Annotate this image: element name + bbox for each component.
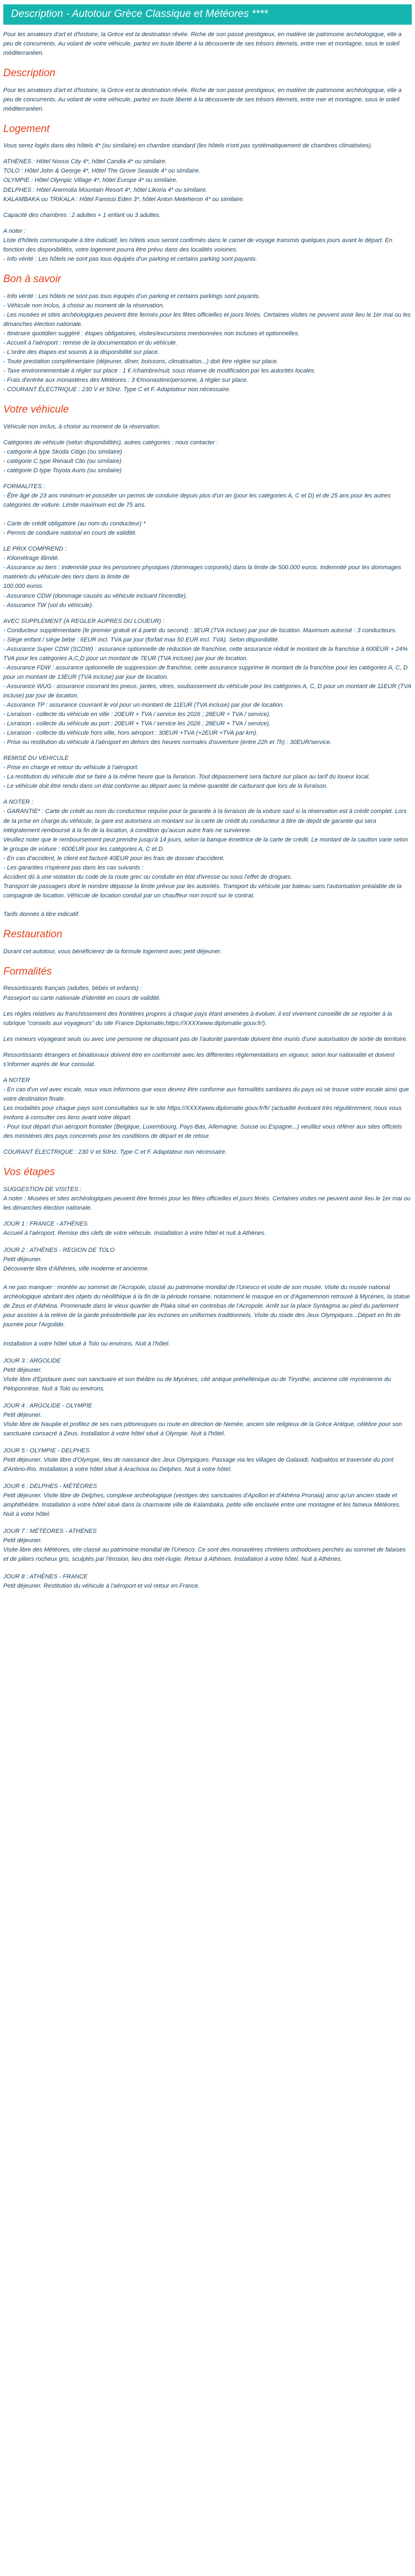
supplement-item: - Assurance WUG : assurance couvrant les pneus, jantes, vitres, soubassement du véhicule pour les catégories A, C, D pour un montant de 11EUR (TVA incluse) par jour de location.	[3, 683, 412, 699]
day-body: Accueil à l'aéroport. Remise des clefs de votre véhicule. Installation à votre hôtel et nuit à Athènes.	[3, 1230, 266, 1237]
anoter-item	[3, 901, 412, 910]
prix-item: - Assurance au tiers : indemnité pour les personnes physiques (dommages corporels) dans la limite de 500.000 euros. Indemnité pour les dommages matériels du véhicule des tiers dans la limite de	[3, 564, 401, 581]
note-item: - Info vérité : Les hôtels ne sont pas tous équipés d'un parking et certains parking sont payants.	[3, 255, 257, 262]
supplement-item: - Livraison - collecte du véhicule hors ville, hors aéroport : 30EUR +TVA (+2EUR +TVA par km).	[3, 730, 258, 737]
supplement-item: - Assurance FDW : assurance optionnelle de suppression de franchise, cette assurance supprime le montant de la franchise pour les catégories A, C, D pour un montant de 13EUR (TVA incluse) par jour de location.	[3, 664, 408, 680]
info-item: - Les musées et sites archéologiques peuvent être fermés pour les fêtes officielles et jours fériés. Certaines visites ne peuvent avoir lieu le 1er mai ou les dimanches élection nationale.	[3, 311, 411, 328]
remise-item: - Le véhicule doit être rendu dans un état conforme au départ avec la même quantité de carburant que lors de la livraison.	[3, 783, 328, 790]
supplement-item: - Livraison - collecte du véhicule au port : 20EUR + TVA / service les 2026 ; 28EUR + TVA / service).	[3, 720, 271, 728]
info-item: - Toute prestation complémentaire (déjeuner, dîner, boissons, climatisation...) doit être réglée sur place.	[3, 358, 279, 365]
info-item: - Itinéraire quotidien suggéré : étapes obligatoires, visites/excursions mentionnées non incluses et optionnelles.	[3, 330, 300, 337]
info-item: - Accueil à l'aéroport : remise de la documentation et du véhicule.	[3, 339, 177, 346]
etapes-intro: SUGGESTION DE VISITES : A noter : Musées et sites archéologiques peuvent être fermés pour les fêtes officielles et jours fériés. Certaines visites ne peuvent avoir lieu le 1er mai ou les dimanches élection nationale.	[3, 1186, 411, 1211]
formalites-paragraph: Ressortissants étrangers et binationaux doivent être en conformité avec les différentes réglementations en vigueur, selon leur nationalité et doivent s'informer auprès de leur consulat.	[3, 1051, 395, 1068]
day-title: JOUR 2 : ATHÈNES - REGION DE TOLO	[3, 1247, 115, 1254]
vehicle-formalites	[3, 482, 412, 538]
anoter-item: intégralement remboursé à la fin de la location, à condition qu'aucun autre frais ne survienne.	[3, 827, 252, 834]
supplement-item: - Assurance Super CDW (SCDW) : assurance optionnelle de réduction de franchise, cette assurance réduit le montant de la franchise à 600EUR + 24% TVA pour les catégories A,C,D pour un montant de 7EUR (TVA incluse) par jour de location.	[3, 645, 408, 662]
formalites-paragraph: Les mineurs voyageant seuls ou avec une personne ne disposant pas de l'autorité parentale doivent être munis d'une autorisation de sortie de territoire.	[3, 1035, 408, 1043]
vehicle-a-noter	[3, 798, 412, 919]
day-body: Petit déjeuner. Visite libre d'Epidaure avec son sanctuaire et son théâtre ou de Mycènes, cité antique préhellénique ou de Tirynthe, ancienne cité mycénienne du Péloponnèse. Nuit à Tolo ou environs.	[3, 1366, 391, 1392]
info-item: - Info vérité : Les hôtels ne sont pas tous équipés d'un parking et certains parkings sont payants.	[3, 293, 261, 300]
day-body: Petit déjeuner. Visite libre de Nauplie et profitez de ses rues pittoresques ou route en direction de Nemée, ancien site religieux de la Grèce Antique, célèbre pour son sanctuaire consacré à Zeus. Installation à votre hôtel situé à Olympie. Nuit à l'hôtel.	[3, 1411, 402, 1437]
categories-title: Catégories de véhicule (selon disponibilités), autres catégories : nous contacter :	[3, 439, 218, 446]
supplement-item: - Conducteur supplémentaire (le premier gratuit et à partir du second) : 3EUR (TVA incluse) par jour de location. Maximum autorisé : 3 conducteurs.	[3, 627, 397, 634]
formalites-paragraph: A NOTER - En cas d'un vol avec escale, nous vous informons que vous devrez être conforme aux formalités sanitaires du pays où se trouve votre escale ainsi que votre destination finale. Les modalités pour chaque pays sont consultables sur le site https://XXXXwww.diplomatie.gouv.fr/fr/ (actualité évoluant très régulièrement, nous vous invitons à consulter ces liens avant votre départ. - Pour tout départ d'un aéroport frontalier (Belgique, Luxembourg, Pays-Bas, Allemagne, Suisse ou Espagne...) veuillez vous référer aux sites officiels des ministères des pays concernés pour les conditions de départ et de retour.	[3, 1077, 409, 1140]
category-item: - catégorie D type Toyota Auris (ou similaire)	[3, 467, 122, 474]
day-body: Petit déjeuner. Visite libre de Delphes, complexe archéologique (vestiges des sanctuaires d'Apollon et d'Athéna Pronaia) ainsi qu'un ancien stade et amphithéâtre. Installation à votre hôtel situé dans la charmante ville de Kalambaka, petite ville enclavée entre une montagne et les fameux Météores. Nuit à votre hôtel.	[3, 1492, 401, 1518]
vehicle-prix-comprend	[3, 545, 412, 610]
bon-a-savoir-list	[3, 292, 412, 395]
section-title-restauration: Restauration	[3, 929, 62, 941]
day-title: JOUR 4 : ARGOLIDE - OLYMPIE	[3, 1402, 93, 1409]
remise-item: - La restitution du véhicule doit se faire à la même heure que la livraison. Tout dépassement sera facturé sur place au tarif du loueur local.	[3, 774, 370, 781]
itinerary-day	[3, 1220, 412, 1238]
anoter-item: - GARANTIE* : Carte de crédit au nom du conducteur requise pour la garantie à la livraison de la voiture sauf si la réservation est à crédit complet. Lors de la prise en charge du véhicule, la gare est autorisera un montant sur la carte de crédit du conducteur à titre de dépôt de garantie qui sera	[3, 808, 407, 825]
itinerary-day	[3, 1446, 412, 1474]
logement-notes	[3, 227, 412, 264]
anoter-item: Transport de passagers dont le nombre dépasse la limite prévue par les autorités. Transport du véhicule par bateau sans l'autorisation préalable de la compagnie de location. Véhicule de location conduit par un chauffeur non inscrit sur le contrat.	[3, 883, 402, 899]
formalite-item: - Carte de crédit obligatoire (au nom du conducteur) *	[3, 520, 146, 528]
supplement-item: - Prise ou restitution du véhicule à l'aéroport en dehors des heures normales d'ouverture (entre 22h et 7h) : 30EUR/service.	[3, 739, 332, 746]
anoter-item: Accident dû à une violation du code de la route grec ou conduite en état d'ivresse ou sous l'effet de drogues.	[3, 873, 292, 880]
remise-title: REMISE DU VEHICULE	[3, 755, 69, 762]
description-text: Pour les amateurs d'art et d'histoire, la Grèce est la destination rêvée. Riche de son passé prestigieux, en matière de patrimoine archéologique, elle a peu de concurrents. Au volant de votre véhicule, partez en toute liberté à la découverte de ses trésors éternels, entre mer et montagne, sous le soleil méditerranéen.	[3, 87, 402, 112]
day-title: JOUR 7 : MÉTÉORES - ATHÈNES	[3, 1528, 97, 1535]
hotel-item: TOLO : Hôtel John & George 4*, Hôtel The Grove Seaside 4* ou similaire.	[3, 168, 200, 175]
vehicle-supplement	[3, 617, 412, 748]
info-item: - COURANT ÉLECTRIQUE : 230 V et 50Hz. Type C et F. Adaptateur non nécessaire.	[3, 386, 230, 393]
vehicle-categories	[3, 438, 412, 476]
section-title-vehicule: Votre véhicule	[3, 404, 69, 416]
day-title: JOUR 3 : ARGOLIDE	[3, 1357, 61, 1364]
prix-item: - Assurance CDW (dommage causés au véhicule incluant l'incendie).	[3, 592, 188, 599]
category-item: - catégorie C type Renault Clio (ou similaire)	[3, 457, 122, 465]
day-title: JOUR 5 : OLYMPIE - DELPHES	[3, 1447, 90, 1454]
note-title: A noter :	[3, 227, 26, 234]
hotel-item: OLYMPIE : Hôtel Olympic Village 4*, hôtel Europe 4* ou similaire.	[3, 177, 178, 184]
logement-intro: Vous serez logés dans des hôtels 4* (ou similaire) en chambre standard (les hôtels n'ont pas systématiquement de chambres climatisées).	[3, 142, 373, 150]
section-title-bon-a-savoir: Bon à savoir	[3, 273, 61, 285]
info-item: - Véhicule non inclus, à choisir au moment de la réservation.	[3, 302, 165, 309]
formalite-item: - Être âgé de 23 ans minimum et posséder un permis de conduire depuis plus d'un an (pour les catégories A, C et D) et de 25 ans pour les autres catégories de voiture. Limite maximum est de 75 ans.	[3, 493, 391, 509]
day-body: Petit déjeuner. Découverte libre d'Athènes, ville moderne et ancienne. A ne pas manquer : montée au sommet de l'Acropole, classé au patrimoine mondial de l'Unesco et visite de son musée. Visite du musée national archéologique abritant des objets du néolithique à la fin de la période romaine, notamment le masque en or d'Agamemnon retrouvé à Mycènes, la statue de Zeus et d'Athéna. Promenade dans le vieux quartier de Plaka situé en contrebas de l'Acropole. Arrêt sur la place Syntagma au pied du parlement pour assister à la relève de la garde présidentielle par les evzones en uniformes traditionnels. Visite du stade des Jeux Olympiques...Départ en fin de journée pour l'Argolide. Installation à votre hôtel situé à Tolo ou environs. Nuit à l'hôtel.	[3, 1256, 410, 1347]
itinerary-day	[3, 1572, 412, 1591]
hotel-item: ATHÈNES : Hôtel Novus City 4*, hôtel Candia 4* ou similaire.	[3, 158, 167, 165]
day-title: JOUR 6 : DELPHES - MÉTÉORES	[3, 1483, 97, 1490]
section-title-etapes: Vos étapes	[3, 1166, 55, 1178]
formalites-paragraph: COURANT ÉLECTRIQUE : 230 V et 50Hz. Type C et F. Adaptateur non nécessaire.	[3, 1149, 227, 1156]
day-title: JOUR 8 : ATHÈNES - FRANCE	[3, 1573, 88, 1580]
prix-item: 100.000 euros.	[3, 583, 44, 590]
category-item: - catégorie A type Skoda Citigo (ou similaire)	[3, 448, 122, 455]
day-body: Petit déjeuner. Visite libre des Météores, site classé au patrimoine mondial de l'Unesco. Ce sont des monastères chrétiens orthodoxes perchés au sommet de falaises et de piliers rocheux gris, sculptés par l'érosion, lieu des mèt-rlugie. Retour à Athènes. Installation à votre hôtel. Nuit à Athènes.	[3, 1537, 406, 1563]
vehicule-intro: Véhicule non inclus, à choisir au moment de la réservation.	[3, 423, 161, 430]
intro-text: Pour les amateurs d'art et d'histoire, la Grèce est la destination rêvée. Riche de son passé prestigieux, en matière de patrimoine archéologique, elle a peu de concurrents. Au volant de votre véhicule, partez en toute liberté à la découverte de ses trésors éternels, entre mer et montagne, sous le soleil méditerranéen.	[3, 31, 402, 56]
supplement-item: - Livraison - collecte du véhicule en ville : 20EUR + TVA / service les 2026 ; 28EUR + TVA / service).	[3, 711, 271, 718]
anoter-item: - Les garanties n'opèrent pas dans les cas suivants :	[3, 864, 143, 871]
section-title-formalites: Formalités	[3, 965, 52, 977]
info-item: - Taxe environnementale à régler sur place : 1 € /chambre/nuit, sous réserve de modification par les autorités locales.	[3, 367, 316, 374]
supplement-title: AVEC SUPPLEMENT (A REGLER AUPRES DU LOUEUR) :	[3, 617, 165, 625]
itinerary-day	[3, 1527, 412, 1564]
page-title: Description - Autotour Grèce Classique et Météores ****	[3, 4, 412, 25]
day-body: Petit déjeuner. Restitution du véhicule à l'aéroport et vol retour en France.	[3, 1582, 200, 1589]
prix-item: - Kilométrage illimité.	[3, 555, 60, 562]
remise-item: - Prise en charge et retour du véhicule à l'aéroport.	[3, 764, 139, 771]
itinerary-day	[3, 1246, 412, 1349]
note-item: Liste d'hôtels communiquée à titre indicatif, les hôtels vous seront confirmés dans le carnet de voyage transmis quelques jours avant le départ. En fonction des disponibilités, votre logement pourra être prévu dans des localités voisines.	[3, 237, 393, 253]
formalite-item: - Permis de conduire national en cours de validité.	[3, 530, 137, 537]
anoter-title: A NOTER :	[3, 799, 33, 806]
itinerary-day	[3, 1482, 412, 1519]
hotel-item: DELPHES : Hôtel Anemolia Mountain Resort 4*, hôtel Likoria 4* ou similaire.	[3, 186, 208, 193]
room-capacity: Capacité des chambres : 2 adultes + 1 enfant ou 3 adultes.	[3, 211, 161, 219]
supplement-item: - Siège enfant / siège bébé : 6EUR incl. TVA par jour (forfait max 50 EUR incl. TVA). Selon disponibilité.	[3, 636, 280, 643]
info-item: - Frais d'entrée aux monastères des Météores : 3 €/monastère/personne, à régler sur place.	[3, 376, 249, 383]
hotel-item: KALAMBAKA ou TRIKALA : Hôtel Famissi Eden 3*, hôtel Anton Meteheron 4* ou similaire.	[3, 196, 245, 203]
anoter-item: Tarifs donnés à titre indicatif.	[3, 911, 80, 918]
day-body: Petit déjeuner. Visite libre d'Olympie, lieu de naissance des Jeux Olympiques. Passage via les villages de Galaxidi, Nafpaktos et traversée du pont d'Antirio-Rio. Installation à votre hôtel situé à Arachova ou Delphes. Nuit à votre hôtel.	[3, 1457, 394, 1473]
anoter-item: - En cas d'accident, le client est facturé 40EUR pour les frais de dossier d'accident.	[3, 855, 225, 862]
prix-title: LE PRIX COMPREND :	[3, 546, 67, 553]
section-title-description: Description	[3, 67, 56, 79]
supplement-item: - Assurance TP : assurance couvrant le vol pour un montant de 11EUR (TVA incluse) par jour de location.	[3, 702, 284, 709]
prix-item: - Assurance TW (vol du véhicule).	[3, 602, 94, 609]
formalites-paragraph: Les règles relatives au franchissement des frontières propres à chaque pays étant amenées à évoluer, il est vivement conseillé de se reporter à la rubrique "conseils aux voyageurs" du site France Diplomatie,https://XXXXwww.diplomatie.gouv.fr/).	[3, 1010, 392, 1027]
formalite-item	[3, 510, 412, 519]
formalites-title: FORMALITES :	[3, 483, 45, 490]
vehicle-remise	[3, 754, 412, 791]
itinerary-day	[3, 1356, 412, 1394]
day-title: JOUR 1 : FRANCE - ATHÈNES	[3, 1221, 88, 1227]
itinerary-day	[3, 1401, 412, 1439]
section-title-logement: Logement	[3, 123, 50, 135]
anoter-item: Veuillez noter que le remboursement peut prendre jusqu'à 14 jours, selon la banque émettrice de la carte de crédit. Le montant de la caution varie selon le groupe de voiture : 600EUR pour les catégories A, C et D.	[3, 836, 408, 852]
formalites-paragraph: Ressortissants français (adultes, bébés et enfants) : Passeport ou carte nationale d'identité en cours de validité.	[3, 985, 161, 1001]
info-item: - L'ordre des étapes est soumis à la disponibilité sur place.	[3, 348, 160, 356]
restauration-text: Durant cet autotour, vous bénéficierez de la formule logement avec petit déjeuner.	[3, 948, 222, 955]
hotel-list	[3, 157, 412, 204]
